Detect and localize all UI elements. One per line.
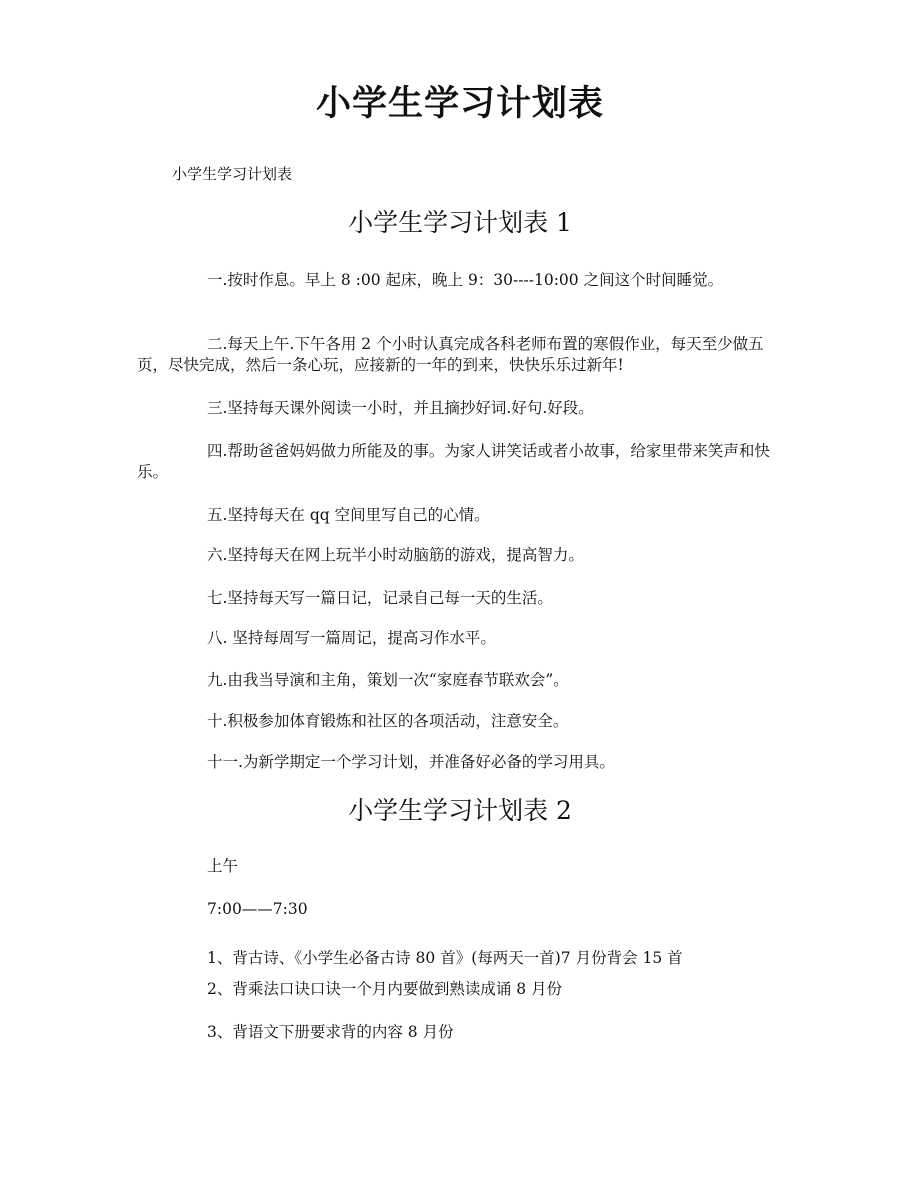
plan-item-9: 九.由我当导演和主角，策划一次“家庭春节联欢会”。 [207, 671, 569, 689]
task-item-1: 1、背古诗、《小学生必备古诗 80 首》(每两天一首)7 月份背会 15 首 [207, 949, 683, 967]
period-label: 上午 [207, 857, 239, 875]
task-item-2: 2、背乘法口诀口诀一个月内要做到熟读成诵 8 月份 [207, 980, 563, 998]
task-item-3: 3、背语文下册要求背的内容 8 月份 [207, 1023, 454, 1041]
plan-item-6: 六.坚持每天在网上玩半小时动脑筋的游戏，提高智力。 [207, 546, 584, 564]
plan-item-5: 五.坚持每天在 qq 空间里写自己的心情。 [207, 506, 490, 524]
time-range: 7:00——7:30 [207, 900, 308, 918]
plan-item-11: 十一.为新学期定一个学习计划，并准备好必备的学习用具。 [207, 753, 615, 771]
section-1-heading: 小学生学习计划表 1 [348, 208, 572, 237]
plan-item-8: 八. 坚持每周写一篇周记，提高习作水平。 [207, 629, 496, 647]
plan-item-1: 一.按时作息。早上 8 :00 起床，晚上 9：30----10:00 之间这个时间睡觉。 [207, 271, 724, 289]
plan-item-4: 四.帮助爸爸妈妈做力所能及的事。为家人讲笑话或者小故事，给家里带来笑声和快乐。 [137, 442, 770, 481]
plan-item-2: 二.每天上午.下午各用 2 个小时认真完成各科老师布置的寒假作业，每天至少做五页，尽快完成，然后一条心玩，应接新的一年的到来，快快乐乐过新年! [137, 335, 764, 374]
document-subtitle: 小学生学习计划表 [172, 165, 293, 183]
section-2-heading: 小学生学习计划表 2 [348, 796, 572, 825]
plan-item-7: 七.坚持每天写一篇日记，记录自己每一天的生活。 [207, 589, 553, 607]
plan-item-3: 三.坚持每天课外阅读一小时，并且摘抄好词.好句.好段。 [207, 399, 594, 417]
document-title: 小学生学习计划表 [315, 83, 604, 124]
plan-item-10: 十.积极参加体育锻炼和社区的各项活动，注意安全。 [207, 712, 569, 730]
